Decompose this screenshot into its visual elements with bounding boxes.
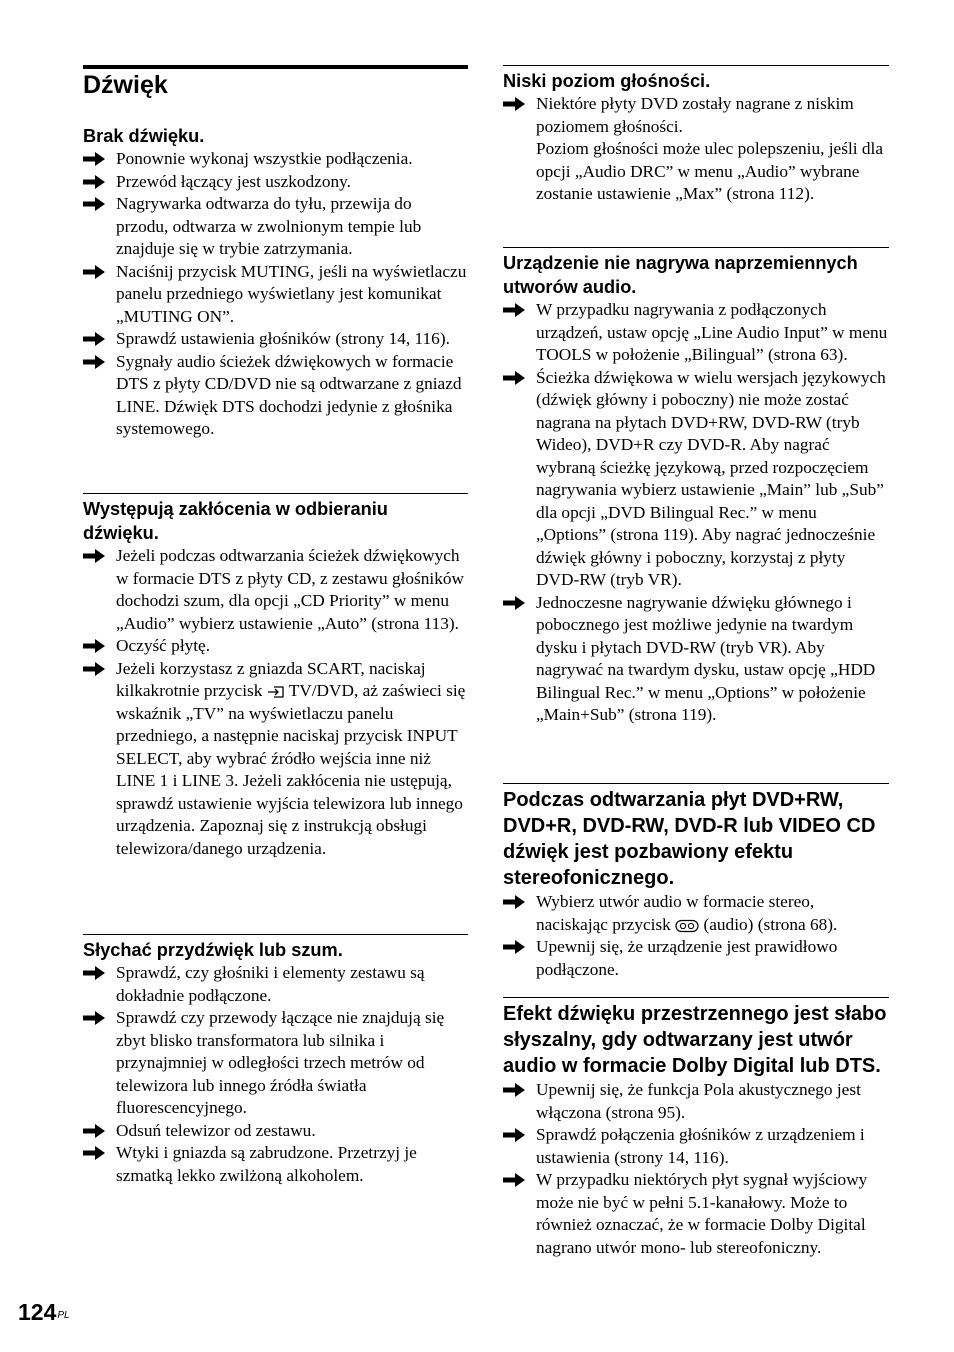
item-text: Upewnij się, że urządzenie jest prawidłowo podłączone. [536,937,838,979]
item-text: Sygnały audio ścieżek dźwiękowych w formacie DTS z płyty CD/DVD nie są odtwarzane z gniazd LINE. Dźwięk DTS dochodzi jedynie z głośnika systemowego. [116,351,462,438]
input-select-icon [267,685,285,699]
bullet-arrow-icon [83,662,105,676]
bullet-arrow-icon [83,1011,105,1025]
item-text: (audio) (strona 68). [703,914,838,934]
item-text: Jeżeli podczas odtwarzania ścieżek dźwiękowych w formacie DTS z płyty CD, z zestawu głośników dochodzi szum, dla opcji „CD Priority” w menu „Audio” wybierz ustawienie „Auto” (strona 113). [116,546,464,633]
item-continuation-text: Poziom głośności może ulec polepszeniu, jeśli dla opcji „Audio DRC” w menu „Audio” wybrane zostanie ustawienie „Max” (strona 112). [536,139,883,203]
list-item [503,936,889,981]
list-item [83,1142,468,1187]
section-heading: Występują zakłócenia w odbieraniu dźwięku. [83,499,388,543]
bullet-arrow-icon [83,175,105,189]
title-rule [83,65,468,69]
list-item [83,148,468,171]
section-heading: Słychać przydźwięk lub szum. [83,940,343,960]
item-text: Jeżeli korzystasz z gniazda SCART, naciskaj kilkakrotnie przycisk [116,658,426,700]
bullet-list [503,299,889,727]
list-item [503,1079,889,1124]
bullet-list [503,93,889,206]
page-language-suffix: PL [57,1310,70,1321]
list-item [503,891,889,936]
bullet-list [83,962,468,1187]
list-item [83,193,468,261]
bullet-arrow-icon [503,1083,525,1097]
list-item [83,1120,468,1143]
bullet-arrow-icon [83,197,105,211]
bullet-list [83,545,468,860]
list-item [503,1124,889,1169]
bullet-list [503,1079,889,1259]
item-text: Sprawdź, czy głośniki i elementy zestawu są dokładnie podłączone. [116,963,425,1005]
item-text: Naciśnij przycisk MUTING, jeśli na wyświetlaczu panelu przedniego wyświetlany jest komunikat „MUTING ON”. [116,261,467,326]
bullet-arrow-icon [83,549,105,563]
audio-icon [675,919,699,933]
bullet-arrow-icon [83,1146,105,1160]
item-text: Odsuń telewizor od zestawu. [116,1120,316,1140]
section-no-stereo-effect [503,783,889,981]
item-text: Przewód łączący jest uszkodzony. [116,171,351,191]
item-text: Nagrywarka odtwarza do tyłu, przewija do przodu, odtwarza w zwolnionym tempie lub znajduje się w trybie zatrzymania. [116,194,422,258]
page-title: Dźwięk [83,71,168,99]
section-interference [83,493,468,860]
bullet-arrow-icon [83,332,105,346]
page-number-value: 124 [18,1299,57,1325]
item-text: TV/DVD, aż zaświeci się wskaźnik „TV” na wyświetlaczu panelu przedniego, a następnie naciskaj przycisk INPUT SELECT, aby wybrać źródło wejścia inne niż LINE 1 i LINE 3. Jeżeli zakłócenia nie ustępują, sprawdź ustawienie wyjścia telewizora lub innego urządzenia. Zapoznaj się z instrukcją obsługi telewizora/danego urządzenia. [116,681,466,858]
item-text: Wybierz utwór audio w formacie stereo, naciskając przycisk [536,892,815,934]
item-text: Sprawdź ustawienia głośników (strony 14, 116). [116,329,450,348]
section-heading: Niski poziom głośności. [503,71,711,91]
list-item [503,299,889,367]
bullet-arrow-icon [503,940,525,954]
section-heading: Podczas odtwarzania płyt DVD+RW, DVD+R, DVD-RW, DVD-R lub VIDEO CD dźwięk jest pozbawiony efektu stereofonicznego. [503,789,876,889]
bullet-arrow-icon [503,303,525,317]
list-item [503,93,889,206]
section-heading: Brak dźwięku. [83,126,205,146]
item-text: Niektóre płyty DVD zostały nagrane z niskim poziomem głośności. [536,94,854,136]
page-number [18,1297,70,1327]
section-weak-surround [503,997,889,1259]
list-item [503,1169,889,1259]
section-heading: Efekt dźwięku przestrzennego jest słabo słyszalny, gdy odtwarzany jest utwór audio w formacie Dolby Digital lub DTS. [503,1003,887,1077]
bullet-arrow-icon [83,355,105,369]
bullet-arrow-icon [503,1128,525,1142]
bullet-arrow-icon [503,97,525,111]
list-item [83,1007,468,1120]
bullet-arrow-icon [503,371,525,385]
bullet-arrow-icon [83,966,105,980]
section-no-multiplex-recording [503,247,889,727]
list-item [503,592,889,727]
list-item [83,328,468,351]
section-hum-noise [83,934,468,1187]
item-text: Sprawdź połączenia głośników z urządzeniem i ustawienia (strony 14, 116). [536,1125,865,1167]
section-heading: Urządzenie nie nagrywa naprzemiennych utworów audio. [503,253,858,297]
bullet-arrow-icon [83,639,105,653]
item-text: Upewnij się, że funkcja Pola akustycznego jest włączona (strona 95). [536,1080,861,1122]
list-item [83,545,468,635]
list-item [83,658,468,861]
list-item [83,261,468,329]
list-item [83,962,468,1007]
section-low-volume [503,65,889,206]
list-item [83,635,468,658]
item-text: W przypadku niektórych płyt sygnał wyjściowy może nie być w pełni 5.1-kanałowy. Może to również oznaczać, że w formacie Dolby Digital nagrano utwór mono- lub stereofoniczny. [536,1170,868,1257]
item-text: W przypadku nagrywania z podłączonych urządzeń, ustaw opcję „Line Audio Input” w menu TOOLS w położenie „Bilingual” (strona 63). [536,300,888,364]
bullet-arrow-icon [83,265,105,279]
item-text: Ścieżka dźwiękowa w wielu wersjach językowych (dźwięk główny i poboczny) nie może zostać nagrana na płytach DVD+RW, DVD-RW (tryb Wideo), DVD+R czy DVD-R. Aby nagrać wybraną ścieżkę językową, przed rozpoczęciem nagrywania wybierz ustawienie „Main” lub „Sub” dla opcji „DVD Bilingual Rec.” w menu „Options” (strona 119). Aby nagrać jednocześnie dźwięk główny i poboczny, korzystaj z płyty DVD-RW (tryb VR). [536,367,886,589]
section-no-sound [83,124,468,441]
item-text: Sprawdź czy przewody łączące nie znajdują się zbyt blisko transformatora lub silnika i przynajmniej w odległości trzech metrów od telewizora lub innego źródła światła fluorescencyjnego. [116,1008,445,1117]
item-text: Oczyść płytę. [116,636,211,655]
bullet-arrow-icon [83,152,105,166]
list-item [83,351,468,441]
bullet-arrow-icon [83,1124,105,1138]
bullet-arrow-icon [503,895,525,909]
bullet-arrow-icon [503,1173,525,1187]
item-text: Ponownie wykonaj wszystkie podłączenia. [116,149,413,168]
list-item [503,367,889,592]
list-item [83,171,468,194]
bullet-list [83,148,468,441]
item-text: Wtyki i gniazda są zabrudzone. Przetrzyj je szmatką lekko zwilżoną alkoholem. [116,1143,417,1185]
bullet-arrow-icon [503,596,525,610]
bullet-list [503,891,889,981]
item-text: Jednoczesne nagrywanie dźwięku głównego i pobocznego jest możliwe jedynie na twardym dysku i płytach DVD-RW (tryb VR). Aby nagrywać na twardym dysku, ustaw opcję „HDD Bilingual Rec.” w menu „Options” w położenie „Main+Sub” (strona 119). [536,592,876,724]
